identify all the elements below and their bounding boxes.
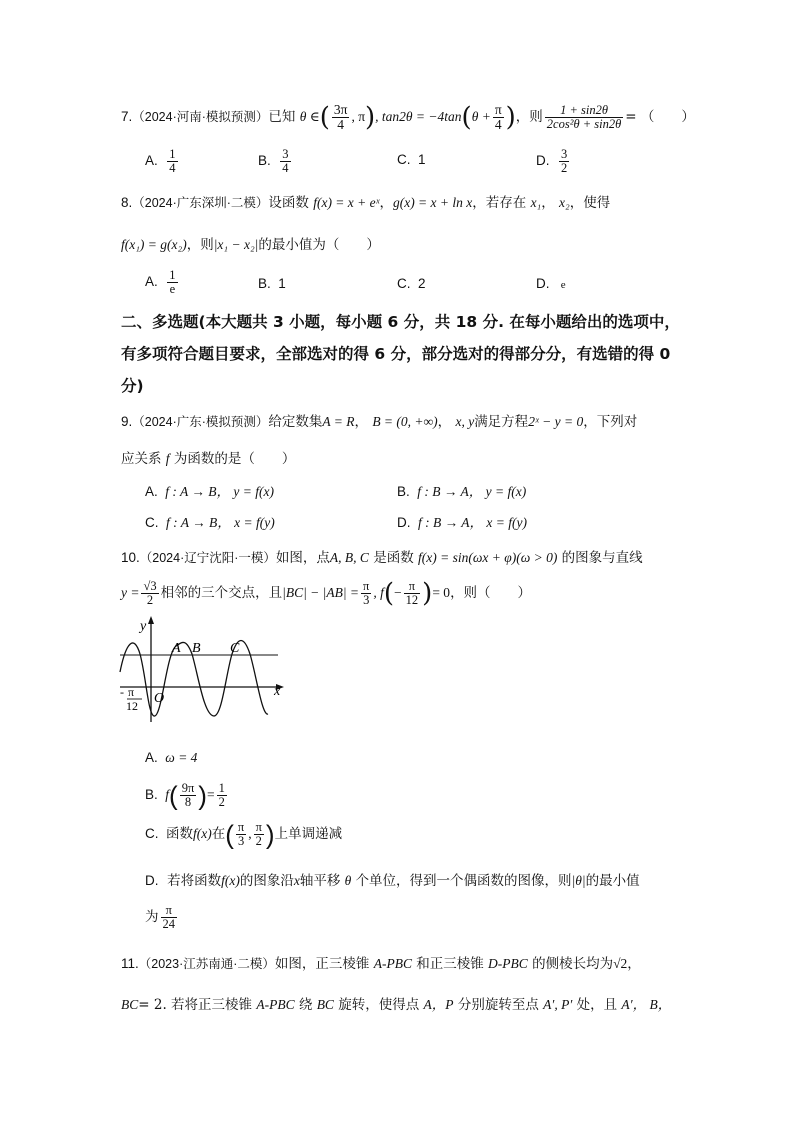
q11-line2: BC= 2. 若将正三棱锥 A-PBC 绕 BC 旋转，使得点 A，P 分别旋转至点 A′, P′ 处，且 A′， B， xyxy=(121,997,672,1013)
graph-point-c: C xyxy=(230,641,240,656)
q7-line: 7.（2024·河南·模拟预测）已知 θ ∈( $\frac{3\pi}{4}$ , π), tan2θ = −4tan(θ + $\frac{\pi}{4}$ )，则 $\frac{1 + \sin 2\theta}{\text{2cos²θ + sin2θ}}$ = （ ） xyxy=(121,101,695,133)
q7-option-a: A. $\frac{1}{4}$ xyxy=(145,146,176,175)
q7-tan: , tan2θ = −4tan xyxy=(375,109,462,124)
q9-option-b: B. f : B → A， y = f(x) xyxy=(397,484,527,499)
q10-line1: 10.（2024·辽宁沈阳·一模）如图，点A, B, C 是函数 f(x) = sin(ωx + φ)(ω > 0) 的图象与直线 xyxy=(121,550,643,566)
graph-y-arrow xyxy=(148,616,154,624)
q10-option-d-line2: 为 $\frac{\pi}{24}$ xyxy=(145,902,175,931)
q10-option-b: B. f( $\frac{9\pi}{8}$ )= $\frac{1}{2}$ xyxy=(145,780,225,811)
q8-line2: f(x₁) = g(x₂)，则|x₁ − x₂|的最小值为（ ） xyxy=(121,237,380,253)
q7-equals: = （ ） xyxy=(625,109,695,125)
graph-point-a: A xyxy=(172,641,181,656)
q11-line1: 11.（2023·江苏南通·二模）如图，正三棱锥 A-PBC 和正三棱锥 D-PBC 的侧棱长均为√2， xyxy=(121,956,641,972)
q7-frac-pi4: $\frac{\pi}{4}$ xyxy=(494,101,502,132)
q9-option-a: A. f : A → B， y = f(x) xyxy=(145,484,274,499)
q7-pi: , π xyxy=(351,109,366,124)
q7-known: 已知 xyxy=(268,109,296,125)
q8-abs: |x₁ − x₂| xyxy=(213,237,259,252)
q7-frac-3pi4: $\frac{3\pi}{4}$ xyxy=(333,101,348,132)
q9-option-c: C. f : A → B， x = f(y) xyxy=(145,515,275,530)
q10-option-d-line1: D. 若将函数f(x)的图象沿x轴平移 θ 个单位，得到一个偶函数的图像，则|θ|的最小值 xyxy=(145,873,640,889)
q8-option-a: A. $\frac{1}{e}$ xyxy=(145,267,176,296)
q8-option-b: B. 1 xyxy=(258,276,286,291)
q7-source: （2024·河南·模拟预测） xyxy=(132,110,269,124)
graph-tick-pi: π xyxy=(128,685,135,699)
q8-gx: g(x) = x + ln x xyxy=(392,195,473,210)
q8-condition: f(x₁) = g(x₂) xyxy=(121,237,187,252)
q7-option-c: C. 1 xyxy=(397,152,426,167)
q8-fx: f(x) = x + eˣ xyxy=(313,195,380,210)
q8-option-d: D. e xyxy=(536,276,566,291)
q10-option-a: A. ω = 4 xyxy=(145,750,198,765)
graph-tick-minus: - xyxy=(120,685,124,699)
graph-y-label: y xyxy=(140,619,147,634)
q10-option-c: C. 函数f(x)在( $\frac{\pi}{3}$ , $\frac{\pi}{2}$ )上单调递减 xyxy=(145,819,343,850)
q7-then: ，则 xyxy=(515,109,543,125)
graph-tick-12: 12 xyxy=(126,699,138,713)
q9-line1: 9.（2024·广东·模拟预测）给定数集A = R， B = (0, +∞)， x, y满足方程2ˣ − y = 0，下列对 xyxy=(121,414,638,430)
q10-sine-graph xyxy=(118,614,290,724)
q7-main-fraction: $\frac{1 + \sin 2\theta}{\text{2cos²θ + sin2θ}}$ xyxy=(546,102,622,131)
q8-line1: 8.（2024·广东深圳·二模）设函数 f(x) = x + eˣ，g(x) = x + ln x，若存在 x₁， x₂，使得 xyxy=(121,195,611,211)
q9-line2: 应关系 f 为函数的是（ ） xyxy=(121,451,296,467)
section-2-heading: 二、多选题(本大题共 3 小题，每小题 6 分，共 18 分. 在每小题给出的选项中， 有多项符合题目要求，全部选对的得 6 分，部分选对的得部分分，有选错的得 0 分) xyxy=(121,313,680,395)
q7-theta-plus: θ + xyxy=(471,109,491,124)
q7-option-b: B. $\frac{3}{4}$ xyxy=(258,146,289,175)
graph-origin-label: O xyxy=(154,691,165,706)
q7-number: 7. xyxy=(121,109,133,124)
q10-line2: y = $\frac{√3}{2}$ 相邻的三个交点，且|BC| − |AB| = $\frac{\pi}{3}$ , f(− $\frac{\pi}{12}$ )= 0，则（ ） xyxy=(121,578,532,609)
q8-option-c: C. 2 xyxy=(397,276,426,291)
graph-x-label: x xyxy=(274,684,281,699)
graph-point-b: B xyxy=(192,641,201,656)
q9-option-d: D. f : B → A， x = f(y) xyxy=(397,515,527,530)
q7-theta-in: θ ∈ xyxy=(299,109,320,124)
q7-option-d: D. $\frac{3}{2}$ xyxy=(536,146,568,175)
